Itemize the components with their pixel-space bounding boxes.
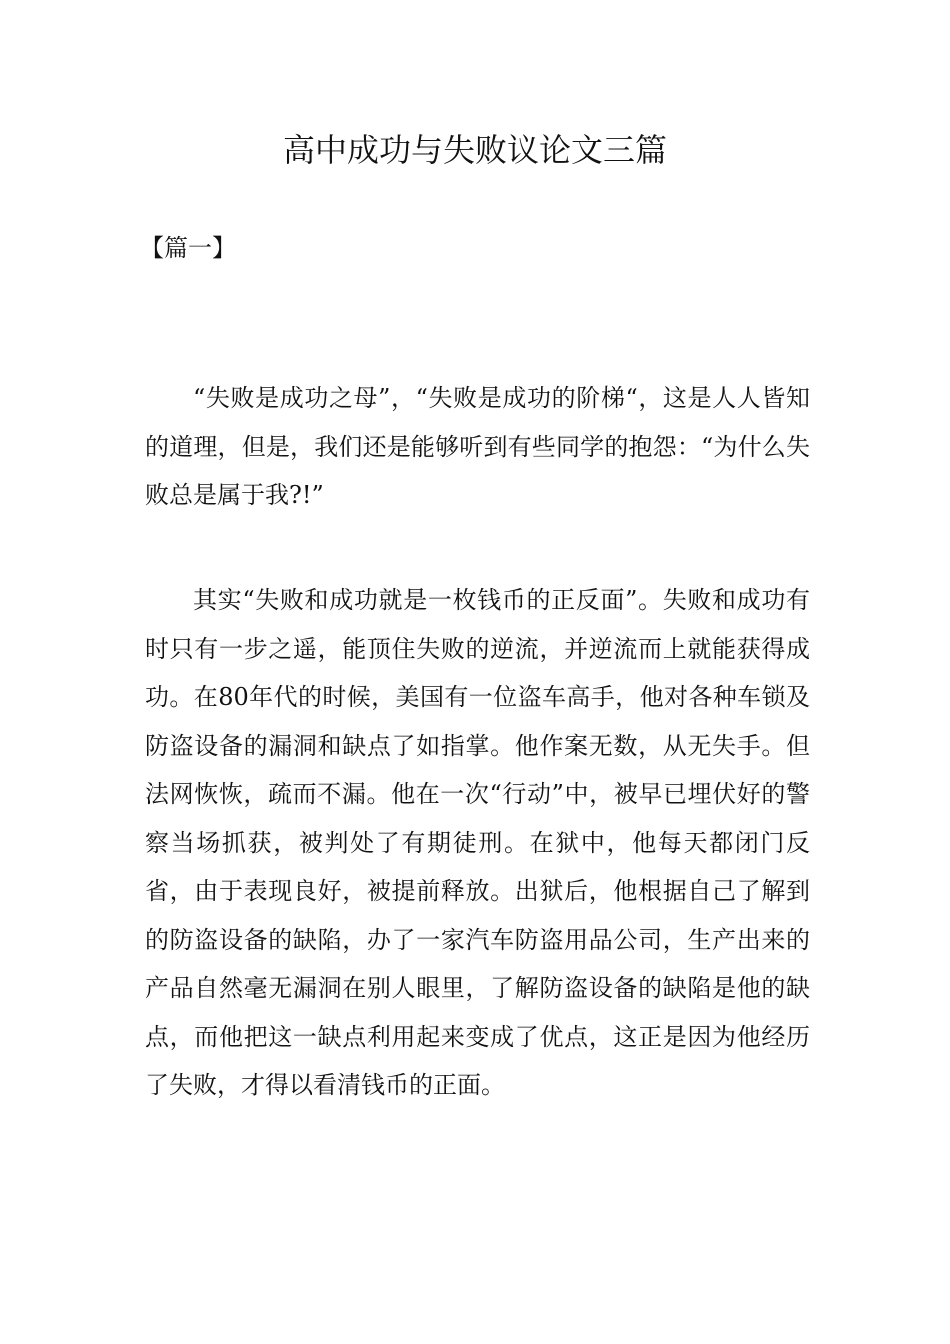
paragraph-1: “失败是成功之母”，“失败是成功的阶梯“，这是人人皆知的道理，但是，我们还是能够听到有些同学的抱怨：“为什么失败总是属于我?!”: [145, 384, 810, 509]
section-label: 【篇一】: [140, 234, 236, 262]
paragraph-2: 其实“失败和成功就是一枚钱币的正反面”。失败和成功有时只有一步之遥，能顶住失败的逆流，并逆流而上就能获得成功。在80年代的时候，美国有一位盗车高手，他对各种车锁及防盗设备的漏洞和缺点了如指掌。他作案无数，从无失手。但法网恢恢，疏而不漏。他在一次“行动”中，被早已埋伏好的警察当场抓获，被判处了有期徒刑。在狱中，他每天都闭门反省，由于表现良好，被提前释放。出狱后，他根据自己了解到的防盗设备的缺陷，办了一家汽车防盗用品公司，生产出来的产品自然毫无漏洞在别人眼里，了解防盗设备的缺陷是他的缺点，而他把这一缺点利用起来变成了优点，这正是因为他经历了失败，才得以看清钱币的正面。: [145, 586, 810, 1099]
document-title: 高中成功与失败议论文三篇: [282, 131, 667, 169]
